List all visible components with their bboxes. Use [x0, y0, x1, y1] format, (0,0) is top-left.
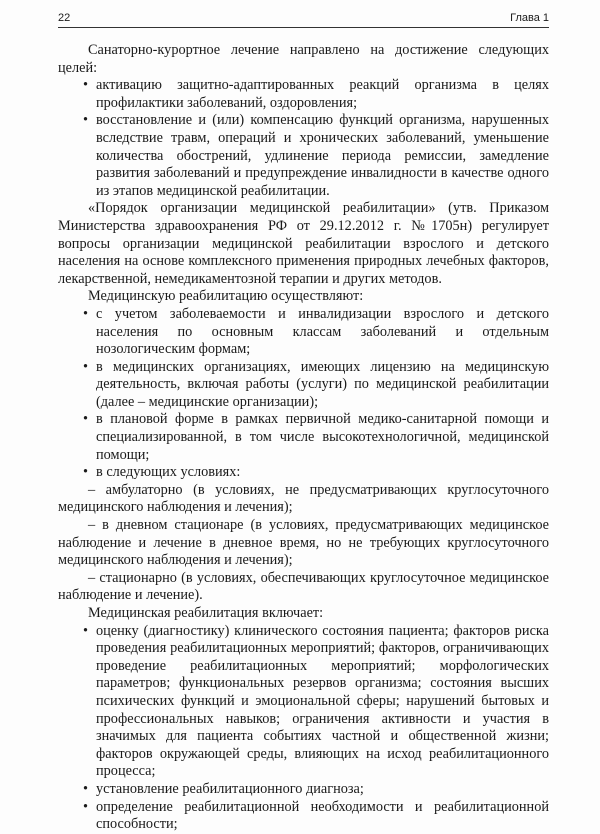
chapter-title: Глава 1: [510, 12, 549, 24]
list-item: • в медицинских организациях, имеющих лицензию на медицинскую деятельность, включая работы (услуги) по медицинской реабилитации (далее – медицинские организации);: [96, 359, 549, 412]
running-header: [58, 12, 549, 28]
condition-inpatient: – стационарно (в условиях, обеспечивающих круглосуточное медицинское наблюдение и лечение).: [58, 569, 549, 604]
body-text: [58, 42, 549, 834]
condition-outpatient: – амбулаторно (в условиях, не предусматривающих круглосуточного медицинского наблюдения и лечения);: [58, 481, 549, 516]
carried-out-list: [58, 306, 549, 482]
includes-intro: Медицинская реабилитация включает:: [88, 605, 324, 621]
condition-day-hospital: – в дневном стационаре (в условиях, предусматривающих медицинское наблюдение и лечение в дневное время, но не требующих круглосуточного медицинского наблюдения и лечения);: [58, 517, 549, 569]
list-item: • в следующих условиях:: [96, 464, 549, 482]
goals-list: [58, 77, 549, 200]
page-number: 22: [58, 12, 71, 24]
intro-paragraph: Санаторно-курортное лечение направлено на достижение следующих целей:: [58, 42, 549, 76]
list-item: • с учетом заболеваемости и инвалидизации взрослого и детского населения по основным классам заболеваний и отдельным нозологическим формам;: [96, 306, 549, 359]
carried-out-intro: Медицинскую реабилитацию осуществляют:: [88, 288, 364, 305]
list-item: • определение реабилитационной необходимости и реабилитационной способности;: [96, 799, 549, 834]
list-item: • оценку (диагностику) клинического состояния пациента; факторов риска проведения реабилитационных мероприятий; факторов, ограничивающих проведение реабилитационных мероприятий; морфологических параметров; функциональных резервов организма; состояния высших психических функций и эмоциональной сферы; нарушений бытовых и профессиональных навыков; ограничения активности и участия в значимых для пациента событиях частной и общественной жизни; факторов окружающей среды, влияющих на исход реабилитационного процесса;: [96, 623, 549, 781]
includes-list: [58, 623, 549, 834]
list-item: • в плановой форме в рамках первичной медико-санитарной помощи и специализированной, в том числе высокотехнологичной, медицинской помощи;: [96, 411, 549, 464]
list-item: • активацию защитно-адаптированных реакций организма в целях профилактики заболеваний, оздоровления;: [96, 77, 549, 112]
list-item: • установление реабилитационного диагноза;: [96, 781, 549, 799]
list-item: • восстановление и (или) компенсацию функций организма, нарушенных вследствие травм, операций и хронических заболеваний, уменьшение количества обострений, удлинение периода ремиссии, замедление развития заболеваний и предупреждение инвалидности в качестве одного из этапов медицинской реабилитации.: [96, 112, 549, 200]
order-paragraph: «Порядок организации медицинской реабилитации» (утв. Приказом Министерства здравоохранения РФ от 29.12.2012 г. №1705н) регулирует вопросы организации медицинской реабилитации взрослого и детского населения на основе комплексного применения природных лечебных факторов, лекарственной, немедикаментозной терапии и других методов.: [58, 200, 549, 287]
